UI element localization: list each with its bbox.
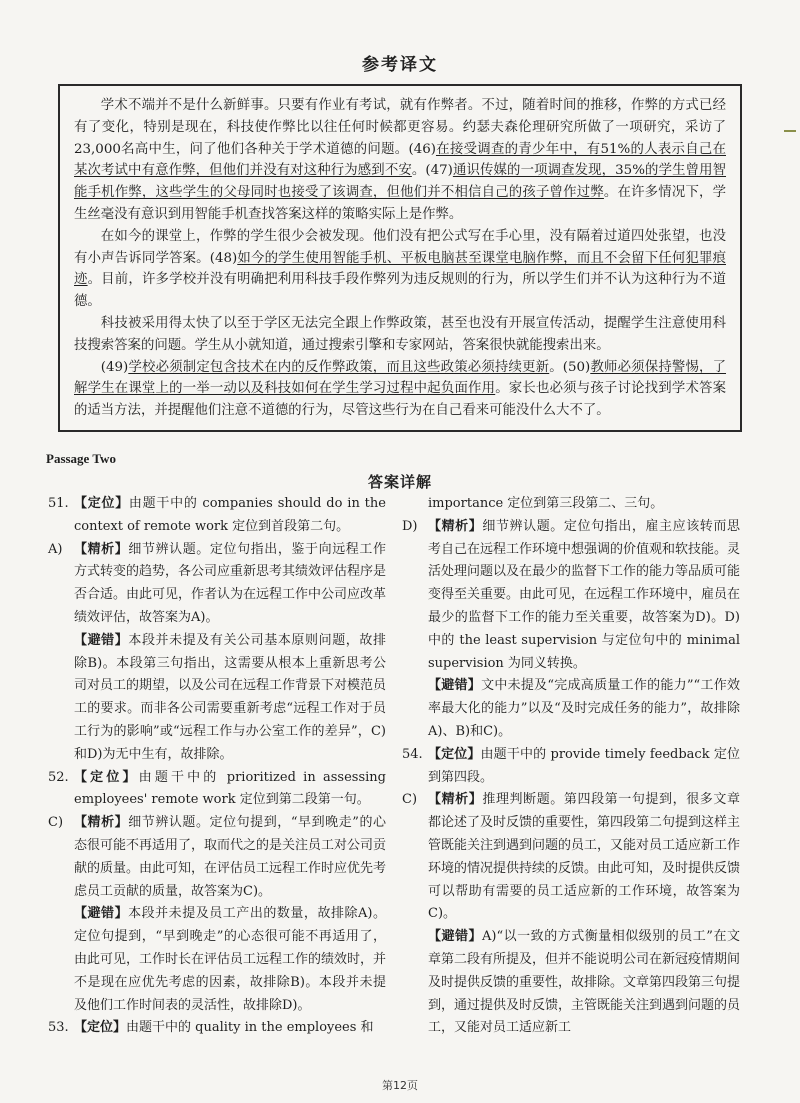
tag-avoid: 【避错】 xyxy=(74,906,129,922)
question-52-locate xyxy=(48,767,386,813)
answer-letter: D) xyxy=(402,518,418,534)
question-51-avoid xyxy=(48,630,386,767)
tag-locate: 【定位】 xyxy=(74,769,139,785)
tag-analysis: 【精析】 xyxy=(428,518,483,534)
question-number: 52. xyxy=(48,769,69,785)
tag-analysis: 【精析】 xyxy=(74,541,129,557)
underlined-text: 在接受调查的青少年中，有51%的人表示自己在某次考试中有意作弊，但他们并没有对这种行为感到不安 xyxy=(74,141,726,179)
tag-locate: 【定位】 xyxy=(74,1020,127,1036)
question-53-locate-continued xyxy=(402,493,740,516)
text-span: 学术不端并不是什么新鲜事。只要有作业有考试，就有作弊者。不过，随着时间的推移，作弊的方式已经有了变化，特别是现在，科技使作弊比以往任何时候都更容易。约瑟夫森伦理研究所做了一项研究，采访了23,000名高中生，问了他们各种关于学术道德的问题。(46) xyxy=(74,98,726,157)
question-number: 54. xyxy=(402,746,423,762)
question-54-analysis xyxy=(402,789,740,926)
tag-avoid: 【避错】 xyxy=(428,678,482,694)
question-52-avoid xyxy=(48,903,386,1017)
entry-text: 细节辨认题。定位句提到，“早到晚走”的心态很可能不再适用了，取而代之的是关注员工对公司贡献的质量。由此可知，在评估员工远程工作时应优先考虑员工贡献的质量，故答案为C)。 xyxy=(74,815,387,899)
tag-locate: 【定位】 xyxy=(74,496,129,511)
page-number: 第12页 xyxy=(382,1079,418,1092)
section-title: 答案详解 xyxy=(367,473,432,491)
text-span: 。(47) xyxy=(411,163,453,179)
entry-text: 文中未提及“完成高质量工作的能力”“工作效率最大化的能力”以及“及时完成任务的能力”，故排除A)、B)和C)。 xyxy=(428,678,740,739)
question-52-analysis xyxy=(48,812,386,903)
answer-letter: C) xyxy=(402,792,418,808)
text-span: (49) xyxy=(100,359,129,375)
text-span: 。在许多情况下，学生丝毫没有意识到用智能手机查找答案这样的策略实际上是作弊。 xyxy=(74,185,727,222)
translation-paragraph-2 xyxy=(74,226,726,313)
entry-text: 推理判断题。第四段第一句提到，很多文章都论述了及时反馈的重要性，第四段第二句提到这样主管既能关注到遇到问题的员工，又能对员工适应新工作环境的情况提供持续的反馈。由此可知，及时提供反馈可以帮助有需要的员工适应新的工作环境，故答案为C)。 xyxy=(428,792,741,922)
entry-text: 由题干中的 provide timely feedback 定位到第四段。 xyxy=(428,746,740,785)
tag-avoid: 【避错】 xyxy=(428,929,483,945)
question-53-analysis xyxy=(402,516,740,676)
answer-column-left xyxy=(48,493,386,1040)
question-number: 53. xyxy=(48,1020,69,1036)
question-51-locate xyxy=(48,493,386,539)
tag-avoid: 【避错】 xyxy=(74,632,129,648)
text-span: 。(50) xyxy=(549,359,591,375)
underlined-text: 如今的学生使用智能手机、平板电脑甚至课堂电脑作弊，而且不会留下任何犯罪痕迹 xyxy=(74,250,726,288)
entry-text: 细节辨认题。定位句指出，雇主应该转而思考自己在远程工作环境中想强调的价值观和软技能。灵活处理问题以及在最少的监督下工作的能力等品质可能变得至关重要。由此可见，在远程工作环境中，雇员在最少的监督下工作的能力至关重要，故答案为D)。D)中的 the least supervision 与定位句中的 minimal supervision 为同义转换。 xyxy=(428,518,741,671)
question-53-locate xyxy=(48,1017,386,1040)
tag-analysis: 【精析】 xyxy=(428,792,483,808)
entry-text: 本段并未提及员工产出的数量，故排除A)。定位句提到，“早到晚走”的心态很可能不再适用了，由此可见，工作时长在评估员工远程工作的绩效时，并不是现在应优先考虑的因素，故排除B)。本段并未提及他们工作时间表的灵活性，故排除D)。 xyxy=(74,906,387,1013)
text-span: 。目前，许多学校并没有明确把利用科技手段作弊列为违反规则的行为，所以学生们并不认为这种行为不道德。 xyxy=(74,272,727,310)
page-title: 参考译文 xyxy=(362,55,438,75)
question-number: 51. xyxy=(48,496,69,511)
question-53-avoid xyxy=(402,675,740,743)
question-54-avoid xyxy=(402,926,740,1040)
entry-text: 本段并未提及有关公司基本原则问题，故排除B)。本段第三句指出，这需要从根本上重新思考公司对员工的期望，以及公司在远程工作背景下对模范员工的要求。而非各公司需要重新考虑“远程工作对于员工行为的影响”或“远程工作与办公室工作的差异”，C)和D)为无中生有，故排除。 xyxy=(74,632,387,762)
underlined-text: 学校必须制定包含技术在内的反作弊政策，而且这些政策必须持续更新 xyxy=(128,359,550,375)
answer-letter: A) xyxy=(48,541,63,557)
question-51-analysis xyxy=(48,539,386,630)
entry-text: 由题干中的 prioritized in assessing employees' remote work 定位到第二段第一句。 xyxy=(74,769,386,808)
passage-label: Passage Two xyxy=(46,451,116,466)
entry-text: importance 定位到第三段第二、三句。 xyxy=(428,496,664,511)
margin-mark xyxy=(784,130,796,132)
entry-text: A)“以一致的方式衡量相似级别的员工”在文章第二段有所提及，但并不能说明公司在新冠疫情期间及时提供反馈的重要性，故排除。文章第四段第三句提到，通过提供及时反馈，主管既能关注到遇到问题的员工，又能对员工适应新工 xyxy=(428,929,741,1036)
translation-paragraph-3: 科技被采用得太快了以至于学区无法完全跟上作弊政策，甚至也没有开展宣传活动，提醒学生注意使用科技搜索答案的问题。学生从小就知道，通过搜索引擎和专家网站，答案很快就能搜索出来。 xyxy=(74,315,726,353)
entry-text: 由题干中的 companies should do in the context of remote work 定位到首段第二句。 xyxy=(74,496,386,534)
tag-analysis: 【精析】 xyxy=(74,815,129,831)
text-span: 在如今的课堂上，作弊的学生很少会被发现。他们没有把公式写在手心里，没有隔着过道四处张望，也没有小声告诉同学答案。(48) xyxy=(74,228,726,266)
answer-column-right xyxy=(402,493,740,1040)
text-span: 。家长也必须与孩子讨论找到学术答案的适当方法，并提醒他们注意不道德的行为，尽管这些行为在自己看来可能没什么大不了。 xyxy=(74,381,727,419)
translation-paragraph-1 xyxy=(74,95,726,226)
question-54-locate xyxy=(402,744,740,790)
translation-box xyxy=(58,84,742,432)
entry-text: 由题干中的 quality in the employees 和 xyxy=(126,1020,374,1036)
entry-text: 细节辨认题。定位句指出，鉴于向远程工作方式转变的趋势，各公司应重新思考其绩效评估程序是否合适。由此可见，作者认为在远程工作中公司应改革绩效评估，故答案为A)。 xyxy=(74,541,387,625)
tag-locate: 【定位】 xyxy=(428,746,481,762)
underlined-text: 通识传媒的一项调查发现，35%的学生曾用智能手机作弊，这些学生的父母同时也接受了该调查，但他们并不相信自己的孩子曾作过弊 xyxy=(74,163,727,201)
translation-paragraph-4 xyxy=(74,357,726,422)
answer-letter: C) xyxy=(48,815,64,831)
underlined-text: 教师必须保持警惕，了解学生在课堂上的一举一动以及科技如何在学生学习过程中起负面作用 xyxy=(74,359,727,397)
